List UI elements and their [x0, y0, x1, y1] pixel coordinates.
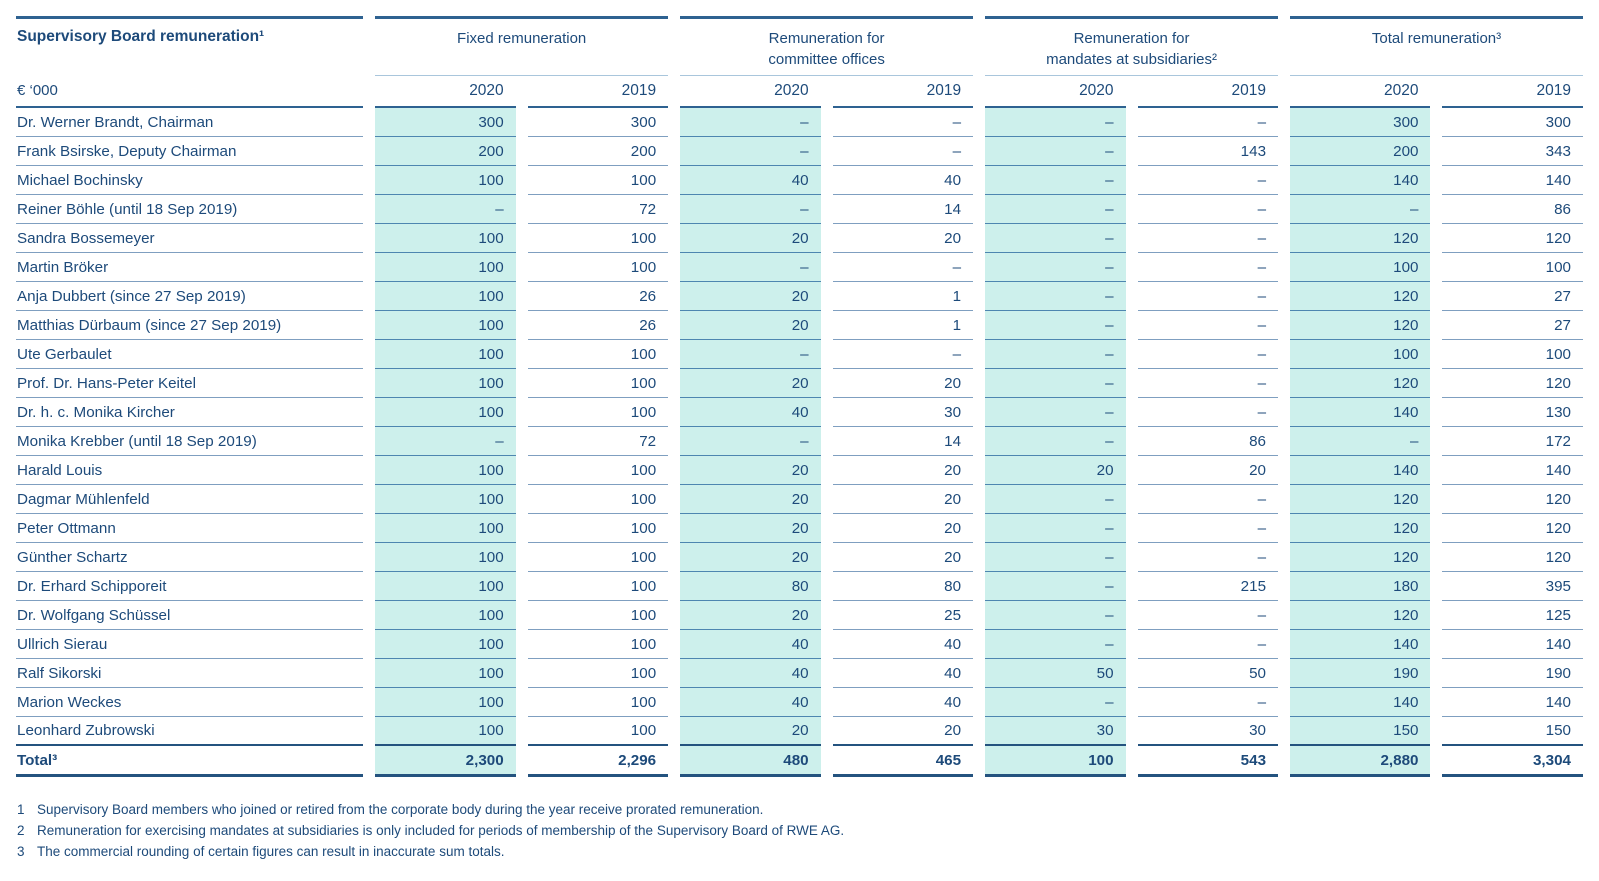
- cell-mandates-2019: –: [1138, 224, 1278, 253]
- cell-mandates-2019: 50: [1138, 659, 1278, 688]
- cell-mandates-2020: –: [985, 485, 1125, 514]
- year-header-mandates-2019: 2019: [1138, 76, 1278, 108]
- cell-fixed-2020: 200: [375, 137, 515, 166]
- member-name: Prof. Dr. Hans-Peter Keitel: [16, 369, 363, 398]
- member-name: Dr. h. c. Monika Kircher: [16, 398, 363, 427]
- cell-fixed-2020: 100: [375, 572, 515, 601]
- cell-fixed-2020: 100: [375, 659, 515, 688]
- cell-total-2020: 120: [1290, 485, 1430, 514]
- cell-fixed-2020: 100: [375, 543, 515, 572]
- cell-committee-2019: 40: [833, 659, 973, 688]
- table-row: [16, 456, 1583, 485]
- table-row: [16, 543, 1583, 572]
- table-row: [16, 572, 1583, 601]
- cell-total-2019: 300: [1442, 108, 1583, 137]
- cell-total-2020: 300: [1290, 108, 1430, 137]
- cell-committee-2019: 20: [833, 456, 973, 485]
- cell-mandates-2020: –: [985, 108, 1125, 137]
- footnote-text: Supervisory Board members who joined or retired from the corporate body during the year receive prorated remuneration.: [37, 802, 764, 817]
- cell-fixed-2019: 100: [528, 224, 668, 253]
- total-total-2019: 3,304: [1442, 746, 1583, 777]
- cell-committee-2019: 30: [833, 398, 973, 427]
- member-name: Frank Bsirske, Deputy Chairman: [16, 137, 363, 166]
- year-header-fixed-2020: 2020: [375, 76, 515, 108]
- table-row: [16, 485, 1583, 514]
- member-name: Dr. Werner Brandt, Chairman: [16, 108, 363, 137]
- cell-fixed-2019: 100: [528, 543, 668, 572]
- cell-total-2020: 120: [1290, 369, 1430, 398]
- cell-total-2019: 27: [1442, 282, 1583, 311]
- cell-committee-2020: –: [680, 137, 820, 166]
- cell-total-2020: 120: [1290, 601, 1430, 630]
- total-committee-2019: 465: [833, 746, 973, 777]
- cell-committee-2019: 20: [833, 543, 973, 572]
- cell-total-2019: 140: [1442, 688, 1583, 717]
- cell-mandates-2020: –: [985, 601, 1125, 630]
- cell-total-2019: 120: [1442, 485, 1583, 514]
- cell-total-2019: 120: [1442, 369, 1583, 398]
- cell-total-2019: 130: [1442, 398, 1583, 427]
- cell-mandates-2019: 20: [1138, 456, 1278, 485]
- cell-fixed-2019: 26: [528, 282, 668, 311]
- member-name: Reiner Böhle (until 18 Sep 2019): [16, 195, 363, 224]
- table-row: [16, 688, 1583, 717]
- cell-fixed-2020: 100: [375, 630, 515, 659]
- cell-total-2020: –: [1290, 195, 1430, 224]
- cell-committee-2020: –: [680, 195, 820, 224]
- cell-fixed-2019: 100: [528, 485, 668, 514]
- cell-mandates-2020: –: [985, 137, 1125, 166]
- cell-fixed-2019: 100: [528, 369, 668, 398]
- cell-committee-2019: –: [833, 137, 973, 166]
- cell-total-2020: 120: [1290, 311, 1430, 340]
- cell-committee-2020: 40: [680, 688, 820, 717]
- group-label-line1: Total remuneration³: [1371, 30, 1502, 47]
- cell-total-2019: 190: [1442, 659, 1583, 688]
- cell-mandates-2019: –: [1138, 543, 1278, 572]
- cell-committee-2019: 40: [833, 688, 973, 717]
- cell-mandates-2020: –: [985, 224, 1125, 253]
- cell-mandates-2019: –: [1138, 630, 1278, 659]
- cell-fixed-2020: 100: [375, 485, 515, 514]
- cell-fixed-2020: 100: [375, 282, 515, 311]
- cell-fixed-2020: 100: [375, 456, 515, 485]
- cell-total-2020: 120: [1290, 282, 1430, 311]
- table-row: [16, 717, 1583, 746]
- cell-total-2020: 180: [1290, 572, 1430, 601]
- cell-total-2019: 100: [1442, 340, 1583, 369]
- member-name: Michael Bochinsky: [16, 166, 363, 195]
- total-label: Total³: [16, 746, 363, 777]
- cell-committee-2020: 20: [680, 514, 820, 543]
- cell-fixed-2020: –: [375, 427, 515, 456]
- cell-total-2020: 140: [1290, 166, 1430, 195]
- table-row: [16, 166, 1583, 195]
- cell-total-2019: 27: [1442, 311, 1583, 340]
- table-row: [16, 282, 1583, 311]
- member-name: Ralf Sikorski: [16, 659, 363, 688]
- cell-mandates-2020: 50: [985, 659, 1125, 688]
- total-row: [16, 746, 1583, 777]
- cell-fixed-2020: 100: [375, 340, 515, 369]
- cell-mandates-2020: –: [985, 369, 1125, 398]
- cell-fixed-2019: 100: [528, 398, 668, 427]
- member-name: Ullrich Sierau: [16, 630, 363, 659]
- cell-mandates-2019: –: [1138, 108, 1278, 137]
- cell-total-2020: 190: [1290, 659, 1430, 688]
- member-name: Peter Ottmann: [16, 514, 363, 543]
- total-mandates-2020: 100: [985, 746, 1125, 777]
- member-name: Sandra Bossemeyer: [16, 224, 363, 253]
- remuneration-report-page: [16, 16, 1583, 862]
- cell-mandates-2019: –: [1138, 311, 1278, 340]
- cell-mandates-2019: –: [1138, 282, 1278, 311]
- cell-committee-2020: 20: [680, 485, 820, 514]
- group-header-row: [16, 16, 1583, 76]
- member-name: Anja Dubbert (since 27 Sep 2019): [16, 282, 363, 311]
- cell-committee-2019: 1: [833, 311, 973, 340]
- cell-committee-2020: 40: [680, 166, 820, 195]
- cell-total-2020: 140: [1290, 398, 1430, 427]
- cell-committee-2019: 20: [833, 514, 973, 543]
- cell-total-2019: 125: [1442, 601, 1583, 630]
- cell-committee-2019: –: [833, 108, 973, 137]
- footnote-3: [17, 841, 1583, 862]
- cell-committee-2019: –: [833, 253, 973, 282]
- cell-total-2020: 120: [1290, 224, 1430, 253]
- cell-committee-2020: –: [680, 340, 820, 369]
- cell-fixed-2020: –: [375, 195, 515, 224]
- cell-committee-2019: 20: [833, 369, 973, 398]
- cell-committee-2020: 20: [680, 456, 820, 485]
- unit-label: € ‘000: [16, 76, 363, 108]
- cell-committee-2019: 1: [833, 282, 973, 311]
- cell-committee-2020: 40: [680, 630, 820, 659]
- cell-total-2019: 343: [1442, 137, 1583, 166]
- cell-mandates-2019: –: [1138, 688, 1278, 717]
- cell-committee-2020: 40: [680, 659, 820, 688]
- cell-fixed-2020: 100: [375, 514, 515, 543]
- cell-total-2020: 120: [1290, 514, 1430, 543]
- footnote-2: [17, 820, 1583, 841]
- table-row: [16, 427, 1583, 456]
- cell-fixed-2019: 72: [528, 427, 668, 456]
- table-row: [16, 659, 1583, 688]
- group-header-total-remuneration: [1290, 16, 1583, 76]
- cell-mandates-2020: 30: [985, 717, 1125, 746]
- table-title: Supervisory Board remuneration¹: [16, 16, 363, 76]
- cell-fixed-2020: 100: [375, 717, 515, 746]
- group-label-line1: Remuneration for: [768, 30, 885, 47]
- cell-committee-2019: 80: [833, 572, 973, 601]
- cell-committee-2020: 40: [680, 398, 820, 427]
- year-header-total-2020: 2020: [1290, 76, 1430, 108]
- cell-total-2020: 200: [1290, 137, 1430, 166]
- cell-total-2019: 150: [1442, 717, 1583, 746]
- total-committee-2020: 480: [680, 746, 820, 777]
- table-row: [16, 224, 1583, 253]
- cell-total-2019: 120: [1442, 543, 1583, 572]
- cell-total-2020: 120: [1290, 543, 1430, 572]
- cell-mandates-2020: 20: [985, 456, 1125, 485]
- table-row: [16, 311, 1583, 340]
- year-header-total-2019: 2019: [1442, 76, 1583, 108]
- footnote-text: Remuneration for exercising mandates at subsidiaries is only included for periods of membership of the Supervisory Board of RWE AG.: [37, 823, 845, 838]
- cell-total-2020: 100: [1290, 253, 1430, 282]
- cell-committee-2020: 80: [680, 572, 820, 601]
- cell-committee-2019: 25: [833, 601, 973, 630]
- cell-committee-2019: 40: [833, 166, 973, 195]
- cell-total-2019: 140: [1442, 166, 1583, 195]
- cell-mandates-2019: 143: [1138, 137, 1278, 166]
- cell-mandates-2019: –: [1138, 485, 1278, 514]
- cell-fixed-2019: 100: [528, 456, 668, 485]
- group-label-line1: Remuneration for: [1073, 30, 1190, 47]
- table-row: [16, 340, 1583, 369]
- year-header-fixed-2019: 2019: [528, 76, 668, 108]
- cell-total-2019: 395: [1442, 572, 1583, 601]
- cell-mandates-2020: –: [985, 166, 1125, 195]
- cell-committee-2020: 20: [680, 369, 820, 398]
- cell-fixed-2020: 100: [375, 369, 515, 398]
- table-row: [16, 253, 1583, 282]
- cell-fixed-2019: 100: [528, 601, 668, 630]
- table-row: [16, 137, 1583, 166]
- cell-mandates-2020: –: [985, 572, 1125, 601]
- cell-committee-2019: 20: [833, 485, 973, 514]
- cell-total-2019: 140: [1442, 630, 1583, 659]
- footnote-1: [17, 799, 1583, 820]
- cell-committee-2020: 20: [680, 543, 820, 572]
- cell-total-2020: 140: [1290, 688, 1430, 717]
- cell-mandates-2019: –: [1138, 514, 1278, 543]
- cell-fixed-2020: 300: [375, 108, 515, 137]
- cell-fixed-2020: 100: [375, 398, 515, 427]
- cell-mandates-2020: –: [985, 688, 1125, 717]
- cell-fixed-2019: 300: [528, 108, 668, 137]
- table-row: [16, 108, 1583, 137]
- member-name: Harald Louis: [16, 456, 363, 485]
- table-row: [16, 398, 1583, 427]
- cell-total-2020: –: [1290, 427, 1430, 456]
- cell-fixed-2019: 100: [528, 340, 668, 369]
- footnote-number: 3: [17, 844, 25, 859]
- cell-committee-2019: –: [833, 340, 973, 369]
- cell-total-2020: 140: [1290, 456, 1430, 485]
- cell-fixed-2020: 100: [375, 166, 515, 195]
- cell-mandates-2019: –: [1138, 195, 1278, 224]
- member-name: Matthias Dürbaum (since 27 Sep 2019): [16, 311, 363, 340]
- cell-committee-2020: 20: [680, 601, 820, 630]
- cell-mandates-2020: –: [985, 253, 1125, 282]
- cell-fixed-2019: 100: [528, 717, 668, 746]
- cell-committee-2019: 20: [833, 224, 973, 253]
- cell-mandates-2020: –: [985, 340, 1125, 369]
- cell-mandates-2020: –: [985, 195, 1125, 224]
- cell-mandates-2019: –: [1138, 601, 1278, 630]
- year-header-committee-2019: 2019: [833, 76, 973, 108]
- cell-total-2020: 150: [1290, 717, 1430, 746]
- cell-total-2019: 100: [1442, 253, 1583, 282]
- supervisory-board-remuneration-table: [4, 16, 1595, 777]
- cell-total-2019: 120: [1442, 224, 1583, 253]
- group-label-line1: Fixed remuneration: [457, 30, 587, 47]
- member-name: Günther Schartz: [16, 543, 363, 572]
- cell-total-2019: 86: [1442, 195, 1583, 224]
- cell-committee-2020: 20: [680, 282, 820, 311]
- cell-committee-2019: 14: [833, 195, 973, 224]
- cell-mandates-2020: –: [985, 282, 1125, 311]
- cell-fixed-2020: 100: [375, 253, 515, 282]
- cell-fixed-2019: 100: [528, 514, 668, 543]
- member-name: Dr. Erhard Schipporeit: [16, 572, 363, 601]
- cell-committee-2020: –: [680, 427, 820, 456]
- total-fixed-2019: 2,296: [528, 746, 668, 777]
- cell-mandates-2019: –: [1138, 166, 1278, 195]
- cell-mandates-2019: 215: [1138, 572, 1278, 601]
- cell-mandates-2019: –: [1138, 369, 1278, 398]
- table-row: [16, 601, 1583, 630]
- cell-mandates-2020: –: [985, 543, 1125, 572]
- cell-fixed-2019: 100: [528, 630, 668, 659]
- cell-mandates-2019: –: [1138, 253, 1278, 282]
- total-mandates-2019: 543: [1138, 746, 1278, 777]
- cell-committee-2019: 14: [833, 427, 973, 456]
- group-header-fixed-remuneration: [375, 16, 668, 76]
- cell-fixed-2019: 100: [528, 166, 668, 195]
- footnote-number: 2: [17, 823, 25, 838]
- cell-fixed-2019: 72: [528, 195, 668, 224]
- member-name: Martin Bröker: [16, 253, 363, 282]
- cell-total-2020: 100: [1290, 340, 1430, 369]
- cell-mandates-2020: –: [985, 398, 1125, 427]
- cell-total-2020: 140: [1290, 630, 1430, 659]
- cell-fixed-2019: 200: [528, 137, 668, 166]
- table-row: [16, 369, 1583, 398]
- cell-committee-2020: 20: [680, 717, 820, 746]
- total-fixed-2020: 2,300: [375, 746, 515, 777]
- cell-fixed-2019: 100: [528, 688, 668, 717]
- total-total-2020: 2,880: [1290, 746, 1430, 777]
- footnote-text: The commercial rounding of certain figures can result in inaccurate sum totals.: [37, 844, 505, 859]
- cell-committee-2020: –: [680, 108, 820, 137]
- year-header-row: [16, 76, 1583, 108]
- cell-fixed-2019: 26: [528, 311, 668, 340]
- member-name: Dr. Wolfgang Schüssel: [16, 601, 363, 630]
- cell-mandates-2019: –: [1138, 398, 1278, 427]
- cell-total-2019: 172: [1442, 427, 1583, 456]
- cell-fixed-2019: 100: [528, 253, 668, 282]
- cell-committee-2020: –: [680, 253, 820, 282]
- cell-committee-2019: 40: [833, 630, 973, 659]
- year-header-mandates-2020: 2020: [985, 76, 1125, 108]
- cell-mandates-2020: –: [985, 514, 1125, 543]
- member-name: Monika Krebber (until 18 Sep 2019): [16, 427, 363, 456]
- cell-mandates-2020: –: [985, 311, 1125, 340]
- cell-fixed-2020: 100: [375, 224, 515, 253]
- cell-mandates-2020: –: [985, 630, 1125, 659]
- table-row: [16, 630, 1583, 659]
- cell-fixed-2019: 100: [528, 659, 668, 688]
- cell-committee-2020: 20: [680, 224, 820, 253]
- group-label-line2: mandates at subsidiaries²: [1046, 51, 1217, 68]
- footnote-number: 1: [17, 802, 25, 817]
- table-row: [16, 514, 1583, 543]
- group-header-mandates-subsidiaries: [985, 16, 1278, 76]
- member-name: Ute Gerbaulet: [16, 340, 363, 369]
- year-header-committee-2020: 2020: [680, 76, 820, 108]
- cell-committee-2020: 20: [680, 311, 820, 340]
- cell-fixed-2020: 100: [375, 311, 515, 340]
- cell-total-2019: 140: [1442, 456, 1583, 485]
- footnotes: [16, 799, 1583, 862]
- cell-committee-2019: 20: [833, 717, 973, 746]
- cell-mandates-2019: 30: [1138, 717, 1278, 746]
- member-name: Marion Weckes: [16, 688, 363, 717]
- cell-fixed-2019: 100: [528, 572, 668, 601]
- member-name: Leonhard Zubrowski: [16, 717, 363, 746]
- cell-mandates-2019: –: [1138, 340, 1278, 369]
- cell-mandates-2020: –: [985, 427, 1125, 456]
- cell-fixed-2020: 100: [375, 688, 515, 717]
- cell-total-2019: 120: [1442, 514, 1583, 543]
- cell-mandates-2019: 86: [1138, 427, 1278, 456]
- group-label-line2: committee offices: [768, 51, 885, 68]
- table-row: [16, 195, 1583, 224]
- group-header-committee-offices: [680, 16, 973, 76]
- cell-fixed-2020: 100: [375, 601, 515, 630]
- member-name: Dagmar Mühlenfeld: [16, 485, 363, 514]
